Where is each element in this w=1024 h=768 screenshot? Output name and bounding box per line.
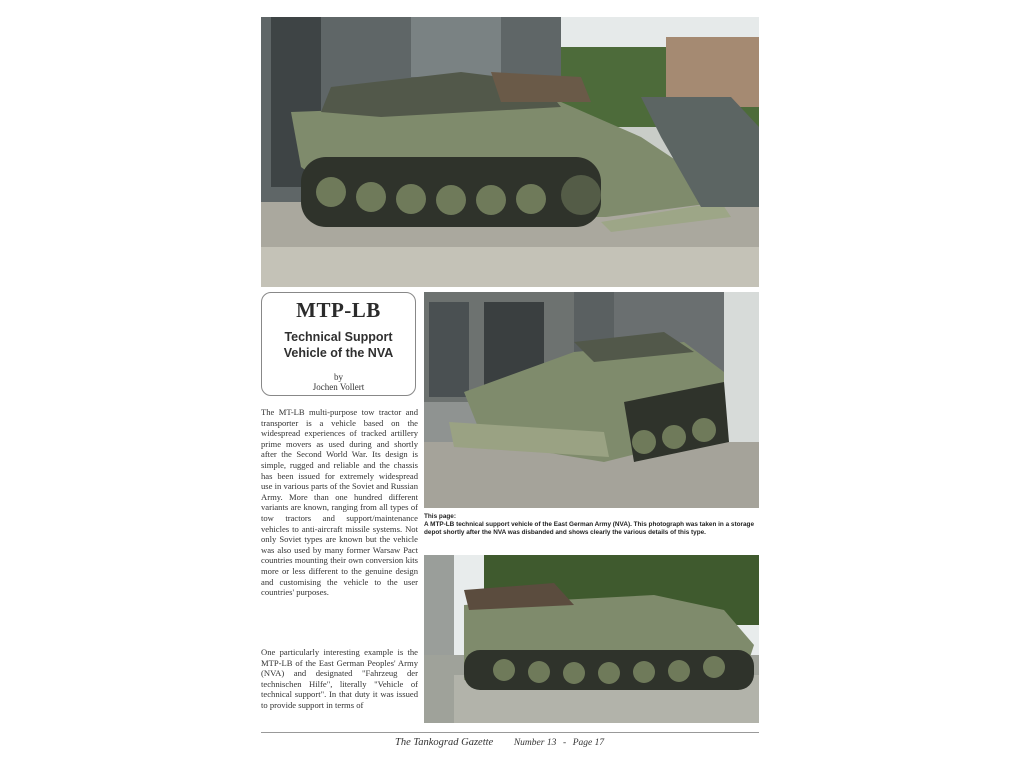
body-paragraph-2: One particularly interesting example is the MTP-LB of the East German Peoples' Army (NVA) and designated "Fahrzeug der technischen Hilfe", literally "Vehicle of technical support". In that duty it was issued to provide support in terms of — [261, 647, 418, 710]
byline-author: Jochen Vollert — [312, 382, 365, 392]
bottom-vehicle-photo — [424, 555, 759, 723]
top-photo-image — [261, 17, 759, 287]
article-title-box — [261, 292, 416, 396]
footer-separator: - — [562, 738, 567, 748]
middle-photo-image — [424, 292, 759, 508]
bottom-photo-image — [424, 555, 759, 723]
caption-text: A MTP-LB technical support vehicle of the East German Army (NVA). This photograph was taken in a storage depot shortly after the NVA was disbanded and shows clearly the various details of this type. — [424, 521, 754, 536]
footer-issue-number: Number 13 — [513, 738, 557, 748]
top-vehicle-photo — [261, 17, 759, 287]
middle-vehicle-photo — [424, 292, 759, 508]
footer-page-number: Page 17 — [572, 738, 605, 748]
article-subtitle-line2: Vehicle of the NVA — [283, 346, 394, 360]
caption-label: This page: — [424, 513, 456, 520]
article-title: MTP-LB — [296, 298, 381, 322]
footer-publication: The Tankograd Gazette — [395, 737, 494, 748]
body-paragraph-1: The MT-LB multi-purpose tow tractor and transporter is a vehicle based on the widespread experiences of tracked artillery prime movers as used during and shortly after the Second World War. Its design is simple, rugged and reliable and the chassis has been issued for extremely widespread use in various parts of the Soviet and Russian Army. More than one hundred different variants are known, ranging from all types of tow tractors and support/maintenance vehicles to anti-aircraft missile systems. Not only Soviet types are known but the vehicle was also used by many former Warsaw Pact countries mounting their own conversion kits more or less different to the genuine design and customising the vehicle to the user countries' purposes. — [261, 407, 418, 598]
page-footer — [395, 737, 604, 748]
byline-by: by — [334, 372, 343, 382]
photo-caption — [424, 513, 759, 537]
article-subtitle-line1: Technical Support — [284, 330, 393, 344]
footer-rule — [261, 732, 759, 733]
